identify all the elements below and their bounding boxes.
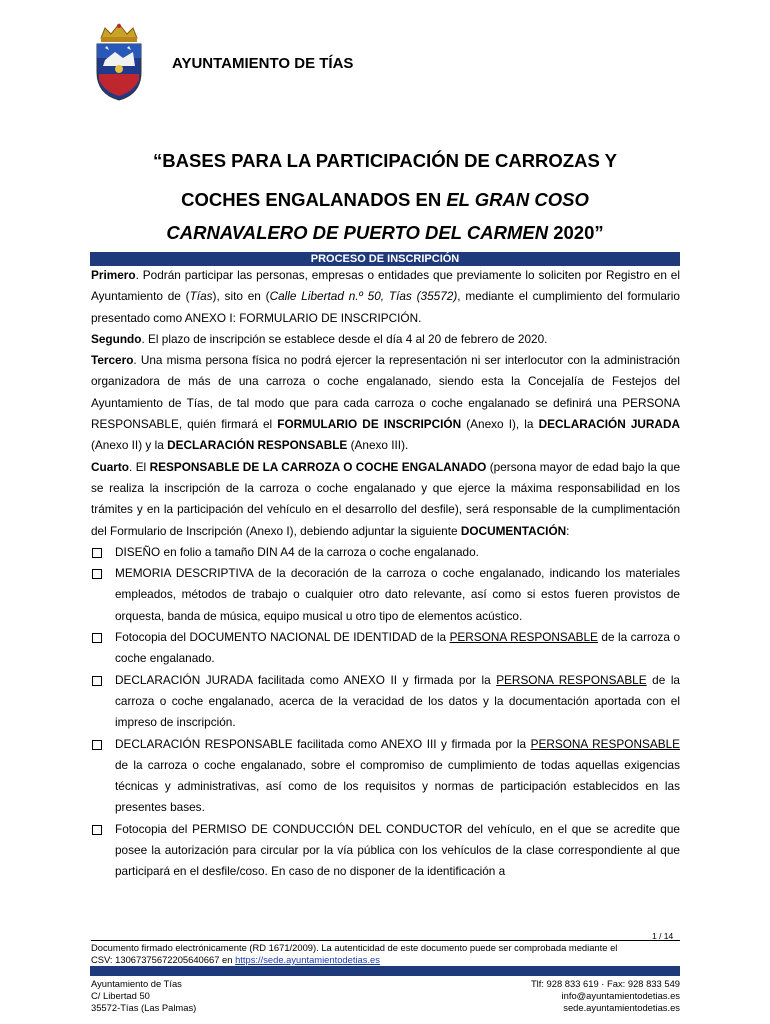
verification-link[interactable]: https://sede.ayuntamientodetias.es — [235, 954, 380, 965]
contact-phone: Tlf: 928 833 619 · Fax: 928 833 549 — [530, 978, 680, 989]
paragraph-tercero: Tercero. Una misma persona física no podrá ejercer la representación ni ser interlocutor con la administración organizadora de más de una carroza o coche engalanado, siendo esta la Concejalía de Festejos del Ayuntamiento de Tías, de tal modo que para cada carroza o coche engalanado se definirá una PERSONA RESPONSABLE, quién firmará el FORMULARIO DE INSCRIPCIÓN (Anexo I), la DECLARACIÓN JURADA (Anexo II) y la DECLARACIÓN RESPONSABLE (Anexo III). — [91, 353, 680, 453]
checkbox-bullet-icon — [92, 633, 102, 643]
signature-line-1: Documento firmado electrónicamente (RD 1671/2009). La autenticidad de este documento puede ser comprobada mediante el — [91, 942, 618, 953]
document-title-line-1: “BASES PARA LA PARTICIPACIÓN DE CARROZAS Y — [153, 150, 617, 171]
contact-email: info@ayuntamientodetias.es — [561, 990, 680, 1001]
list-item: MEMORIA DESCRIPTIVA de la decoración de la carroza o coche engalanado, indicando los materiales empleados, métodos de trabajo o cualquier otro dato relevante, así como si estos fueren provistos de orquesta, banda de música, equipo musical u otro tipo de elementos acústico. — [91, 563, 680, 627]
paragraph-primero: Primero. Podrán participar las personas, empresas o entidades que previamente lo soliciten por Registro en el Ayuntamiento de (Tías), sito en (Calle Libertad n.º 50, Tías (35572), mediante el cumplimiento del formulario presentado como ANEXO I: FORMULARIO DE INSCRIPCIÓN. — [91, 268, 680, 325]
address-line: Ayuntamiento de Tías — [91, 978, 182, 989]
list-item: DECLARACIÓN RESPONSABLE facilitada como ANEXO III y firmada por la PERSONA RESPONSABLE de la carroza o coche engalanado, sobre el compromiso de cumplimiento de todas aquellas exigencias técnicas y administrativas, así como de los requisitos y normas de participación establecidos en las presentes bases. — [91, 734, 680, 819]
list-item: DISEÑO en folio a tamaño DIN A4 de la carroza o coche engalanado. — [91, 542, 680, 563]
footer-bar — [90, 966, 680, 976]
contact-website: sede.ayuntamientodetias.es — [563, 1002, 680, 1013]
list-item: Fotocopia del PERMISO DE CONDUCCIÓN DEL CONDUCTOR del vehículo, en el que se acredite que posee la autorización para circular por la vía pública con los vehículos de la clase correspondiente al que participará en el desfile/coso. En caso de no disponer de la identificación a — [91, 819, 680, 883]
signature-line-2: CSV: 13067375672205640667 en https://sede.ayuntamientodetias.es — [91, 954, 380, 965]
document-title-line-3: CARNAVALERO DE PUERTO DEL CARMEN 2020” — [166, 222, 604, 243]
list-item: Fotocopia del DOCUMENTO NACIONAL DE IDENTIDAD de la PERSONA RESPONSABLE de la carroza o coche engalanado. — [91, 627, 680, 670]
section-banner: PROCESO DE INSCRIPCIÓN — [90, 252, 680, 266]
footer-contact — [480, 978, 680, 1014]
document-title-line-2: COCHES ENGALANADOS EN EL GRAN COSO — [181, 189, 589, 210]
page-number: 1 / 14 — [652, 931, 674, 941]
coat-of-arms-logo — [93, 22, 145, 102]
electronic-signature-note — [91, 940, 680, 966]
footer-address — [91, 978, 196, 1014]
organization-name: AYUNTAMIENTO DE TÍAS — [172, 55, 354, 72]
document-body — [91, 265, 680, 883]
address-line: C/ Libertad 50 — [91, 990, 150, 1001]
checkbox-bullet-icon — [92, 740, 102, 750]
paragraph-cuarto: Cuarto. El RESPONSABLE DE LA CARROZA O COCHE ENGALANADO (persona mayor de edad bajo la que se realiza la inscripción de la carroza o coche engalanado y que ejerce la máxima responsabilidad en los trámites y en la participación del vehículo en el desarrollo del desfile), será responsable de la cumplimentación del Formulario de Inscripción (Anexo I), debiendo adjuntar la siguiente DOCUMENTACIÓN: — [91, 459, 681, 538]
paragraph-segundo: Segundo. El plazo de inscripción se establece desde el día 4 al 20 de febrero de 2020. — [91, 331, 548, 346]
address-line: 35572-Tías (Las Palmas) — [91, 1002, 197, 1013]
list-item: DECLARACIÓN JURADA facilitada como ANEXO II y firmada por la PERSONA RESPONSABLE de la carroza o coche engalanado, acerca de la veracidad de los datos y la documentación aportada con el impreso de inscripción. — [91, 670, 680, 734]
checkbox-bullet-icon — [92, 825, 102, 835]
checkbox-bullet-icon — [92, 569, 102, 579]
checkbox-bullet-icon — [92, 676, 102, 686]
checkbox-bullet-icon — [92, 548, 102, 558]
